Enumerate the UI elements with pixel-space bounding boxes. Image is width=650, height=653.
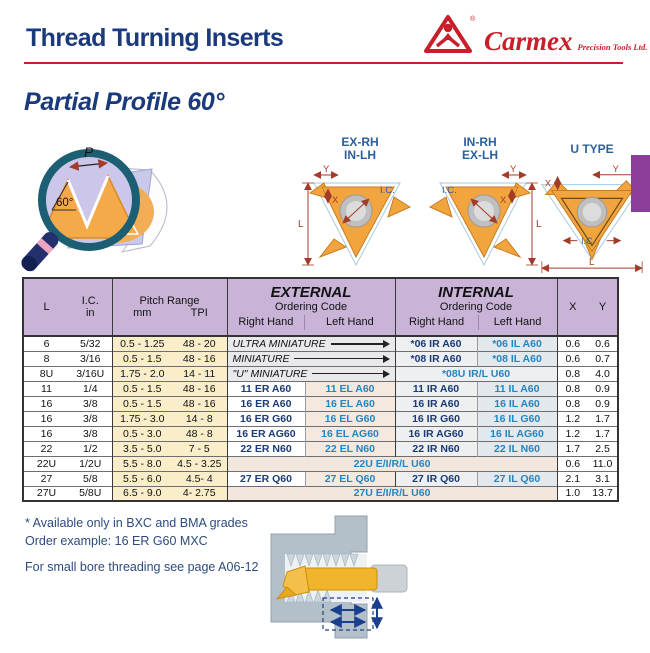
col-header-ic: I.C. in <box>69 278 112 336</box>
section-title: Partial Profile 60° <box>24 88 225 116</box>
cell-external-label <box>227 366 395 381</box>
cell-int-rh: 16 IR AG60 <box>395 426 477 441</box>
cell-l: 6 <box>23 336 69 351</box>
table-row <box>23 381 618 396</box>
cell-y: 1.7 <box>588 411 618 426</box>
cell-x: 2.1 <box>557 471 588 486</box>
svg-text:X: X <box>544 178 552 189</box>
table-row <box>23 486 618 501</box>
cell-pitch-mm: 0.5 - 1.5 <box>112 351 172 366</box>
cell-ext-rh: 16 ER AG60 <box>227 426 305 441</box>
footnote-grades: * Available only in BXC and BMA grades <box>25 516 248 530</box>
insert-diagram-ex-label: EX-RH IN-LH <box>341 135 379 162</box>
cell-pitch-mm: 5.5 - 8.0 <box>112 456 172 471</box>
cell-ext-lh: 16 EL G60 <box>305 411 395 426</box>
svg-text:L: L <box>536 219 542 230</box>
brand-name: Carmex <box>484 26 573 56</box>
arrow-right-icon <box>383 355 390 363</box>
cell-l: 16 <box>23 426 69 441</box>
cell-ext-lh: 16 EL AG60 <box>305 426 395 441</box>
carmex-logo-icon <box>424 13 476 55</box>
cell-ic: 5/8 <box>69 471 112 486</box>
cell-y: 0.6 <box>588 336 618 351</box>
cell-pitch-mm: 0.5 - 1.5 <box>112 396 172 411</box>
col-header-pitch: Pitch Range mm TPI <box>112 278 227 336</box>
cell-int-lh: *06 IL A60 <box>477 336 557 351</box>
cell-y: 11.0 <box>588 456 618 471</box>
table-header <box>23 278 618 336</box>
arrow-line <box>312 373 382 375</box>
table-row <box>23 366 618 381</box>
cell-ic: 1/2U <box>69 456 112 471</box>
table-row <box>23 471 618 486</box>
cell-int-rh: 16 IR A60 <box>395 396 477 411</box>
cell-y: 0.9 <box>588 396 618 411</box>
cell-y: 0.7 <box>588 351 618 366</box>
miniature-label: ULTRA MINIATURE <box>232 337 326 350</box>
cell-ic: 5/8U <box>69 486 112 501</box>
arrow-line <box>331 343 383 345</box>
cell-ext-rh: 11 ER A60 <box>227 381 305 396</box>
insert-diagram-ex <box>298 136 422 278</box>
cell-ext-lh: 27 EL Q60 <box>305 471 395 486</box>
insert-diagram-in <box>418 136 542 278</box>
cell-pitch-mm: 0.5 - 1.5 <box>112 381 172 396</box>
cell-ic: 3/8 <box>69 396 112 411</box>
cell-pitch-tpi: 48 - 16 <box>172 396 227 411</box>
cell-y: 13.7 <box>588 486 618 501</box>
cell-ic: 3/16U <box>69 366 112 381</box>
cell-x: 0.6 <box>557 351 588 366</box>
cell-int-lh: *08 IL A60 <box>477 351 557 366</box>
cell-int-rh: 27 IR Q60 <box>395 471 477 486</box>
cell-pitch-mm: 6.5 - 9.0 <box>112 486 172 501</box>
svg-text:60°: 60° <box>56 197 74 209</box>
cell-pitch-tpi: 7 - 5 <box>172 441 227 456</box>
svg-text:X: X <box>332 195 339 206</box>
table-row <box>23 396 618 411</box>
cell-x: 0.8 <box>557 396 588 411</box>
col-header-l: L <box>23 278 69 336</box>
cell-ic: 1/2 <box>69 441 112 456</box>
cell-l: 16 <box>23 411 69 426</box>
cell-x: 1.0 <box>557 486 588 501</box>
cell-l: 16 <box>23 396 69 411</box>
col-header-external: EXTERNAL Ordering Code Right Hand Left Hand <box>227 278 395 336</box>
cell-pitch-tpi: 4.5- 4 <box>172 471 227 486</box>
cell-int-lh: 16 IL G60 <box>477 411 557 426</box>
svg-text:L: L <box>589 257 595 269</box>
cell-l: 8U <box>23 366 69 381</box>
cell-x: 0.6 <box>557 336 588 351</box>
cell-y: 0.9 <box>588 381 618 396</box>
cell-pitch-tpi: 48 - 16 <box>172 381 227 396</box>
cell-l: 8 <box>23 351 69 366</box>
svg-text:P: P <box>84 144 94 160</box>
col-header-y: Y <box>588 278 618 336</box>
cell-pitch-mm: 0.5 - 1.25 <box>112 336 172 351</box>
cell-external-label <box>227 336 395 351</box>
table-row <box>23 456 618 471</box>
cell-int-lh: 11 IL A60 <box>477 381 557 396</box>
cell-pitch-tpi: 48 - 20 <box>172 336 227 351</box>
cell-pitch-tpi: 48 - 16 <box>172 351 227 366</box>
cell-ext-rh: 22 ER N60 <box>227 441 305 456</box>
svg-text:I.C.: I.C. <box>442 185 457 196</box>
cell-pitch-mm: 1.75 - 2.0 <box>112 366 172 381</box>
table-row <box>23 336 618 351</box>
col-header-internal: INTERNAL Ordering Code Right Hand Left Hand <box>395 278 557 336</box>
cell-external-label <box>227 351 395 366</box>
insert-table-body <box>23 336 618 501</box>
cell-l: 11 <box>23 381 69 396</box>
table-row <box>23 411 618 426</box>
cell-int-rh: *06 IR A60 <box>395 336 477 351</box>
cell-x: 0.8 <box>557 381 588 396</box>
cell-ext-rh: 16 ER G60 <box>227 411 305 426</box>
magnifier-illustration <box>18 138 190 281</box>
cell-int-rh: 16 IR G60 <box>395 411 477 426</box>
cell-ext-lh: 16 EL A60 <box>305 396 395 411</box>
cell-int-lh: 16 IL AG60 <box>477 426 557 441</box>
cell-x: 1.7 <box>557 441 588 456</box>
cell-ic: 3/16 <box>69 351 112 366</box>
insert-table <box>22 277 619 502</box>
cell-l: 27 <box>23 471 69 486</box>
cell-y: 4.0 <box>588 366 618 381</box>
cell-ic: 3/8 <box>69 411 112 426</box>
cell-internal-span: *08U IR/L U60 <box>395 366 557 381</box>
cell-pitch-tpi: 4.5 - 3.25 <box>172 456 227 471</box>
cell-ext-rh: 27 ER Q60 <box>227 471 305 486</box>
insert-diagram-u-label: U TYPE <box>570 142 614 156</box>
cell-y: 1.7 <box>588 426 618 441</box>
footnote-order-example: Order example: 16 ER G60 MXC <box>25 534 208 548</box>
table-row <box>23 441 618 456</box>
cell-int-rh: 11 IR A60 <box>395 381 477 396</box>
cell-pitch-tpi: 48 - 8 <box>172 426 227 441</box>
cell-universal-span: 27U E/I/R/L U60 <box>227 486 557 501</box>
cell-int-rh: 22 IR N60 <box>395 441 477 456</box>
small-bore-illustration <box>243 510 433 653</box>
svg-text:X: X <box>500 195 507 206</box>
svg-text:L: L <box>298 219 304 230</box>
cell-int-lh: 16 IL A60 <box>477 396 557 411</box>
cell-ic: 1/4 <box>69 381 112 396</box>
svg-text:I.C.: I.C. <box>581 236 595 247</box>
cell-l: 22U <box>23 456 69 471</box>
col-header-x: X <box>557 278 588 336</box>
cell-universal-span: 22U E/I/R/L U60 <box>227 456 557 471</box>
cell-y: 3.1 <box>588 471 618 486</box>
cell-int-rh: *08 IR A60 <box>395 351 477 366</box>
cell-pitch-tpi: 14 - 8 <box>172 411 227 426</box>
svg-text:®: ® <box>470 16 476 23</box>
cell-int-lh: 22 IL N60 <box>477 441 557 456</box>
arrow-right-icon <box>383 340 390 348</box>
cell-pitch-tpi: 14 - 11 <box>172 366 227 381</box>
cell-x: 1.2 <box>557 426 588 441</box>
arrow-right-icon <box>383 370 390 378</box>
cell-pitch-mm: 0.5 - 3.0 <box>112 426 172 441</box>
header-rule <box>24 62 623 64</box>
table-row <box>23 351 618 366</box>
miniature-label: MINIATURE <box>232 352 290 365</box>
cell-x: 0.8 <box>557 366 588 381</box>
cell-ic: 3/8 <box>69 426 112 441</box>
miniature-label: "U" MINIATURE <box>232 367 308 380</box>
cell-x: 0.6 <box>557 456 588 471</box>
arrow-line <box>294 358 382 360</box>
cell-ext-lh: 22 EL N60 <box>305 441 395 456</box>
cell-l: 22 <box>23 441 69 456</box>
cell-pitch-mm: 1.75 - 3.0 <box>112 411 172 426</box>
side-tab <box>631 155 650 212</box>
cell-y: 2.5 <box>588 441 618 456</box>
cell-x: 1.2 <box>557 411 588 426</box>
cell-ext-lh: 11 EL A60 <box>305 381 395 396</box>
brand-block <box>424 13 647 55</box>
cell-l: 27U <box>23 486 69 501</box>
svg-text:Y: Y <box>323 164 330 175</box>
svg-text:Y: Y <box>612 163 619 174</box>
svg-text:I.C.: I.C. <box>380 185 395 196</box>
page-title: Thread Turning Inserts <box>26 24 284 52</box>
cell-ic: 5/32 <box>69 336 112 351</box>
svg-text:Y: Y <box>510 164 517 175</box>
cell-pitch-tpi: 4- 2.75 <box>172 486 227 501</box>
table-row <box>23 426 618 441</box>
insert-diagram-in-label: IN-RH EX-LH <box>462 135 498 162</box>
cell-pitch-mm: 5.5 - 6.0 <box>112 471 172 486</box>
footnote-small-bore: For small bore threading see page A06-12 <box>25 560 259 574</box>
cell-ext-rh: 16 ER A60 <box>227 396 305 411</box>
cell-pitch-mm: 3.5 - 5.0 <box>112 441 172 456</box>
cell-int-lh: 27 IL Q60 <box>477 471 557 486</box>
brand-suffix: Precision Tools Ltd. <box>577 42 648 52</box>
